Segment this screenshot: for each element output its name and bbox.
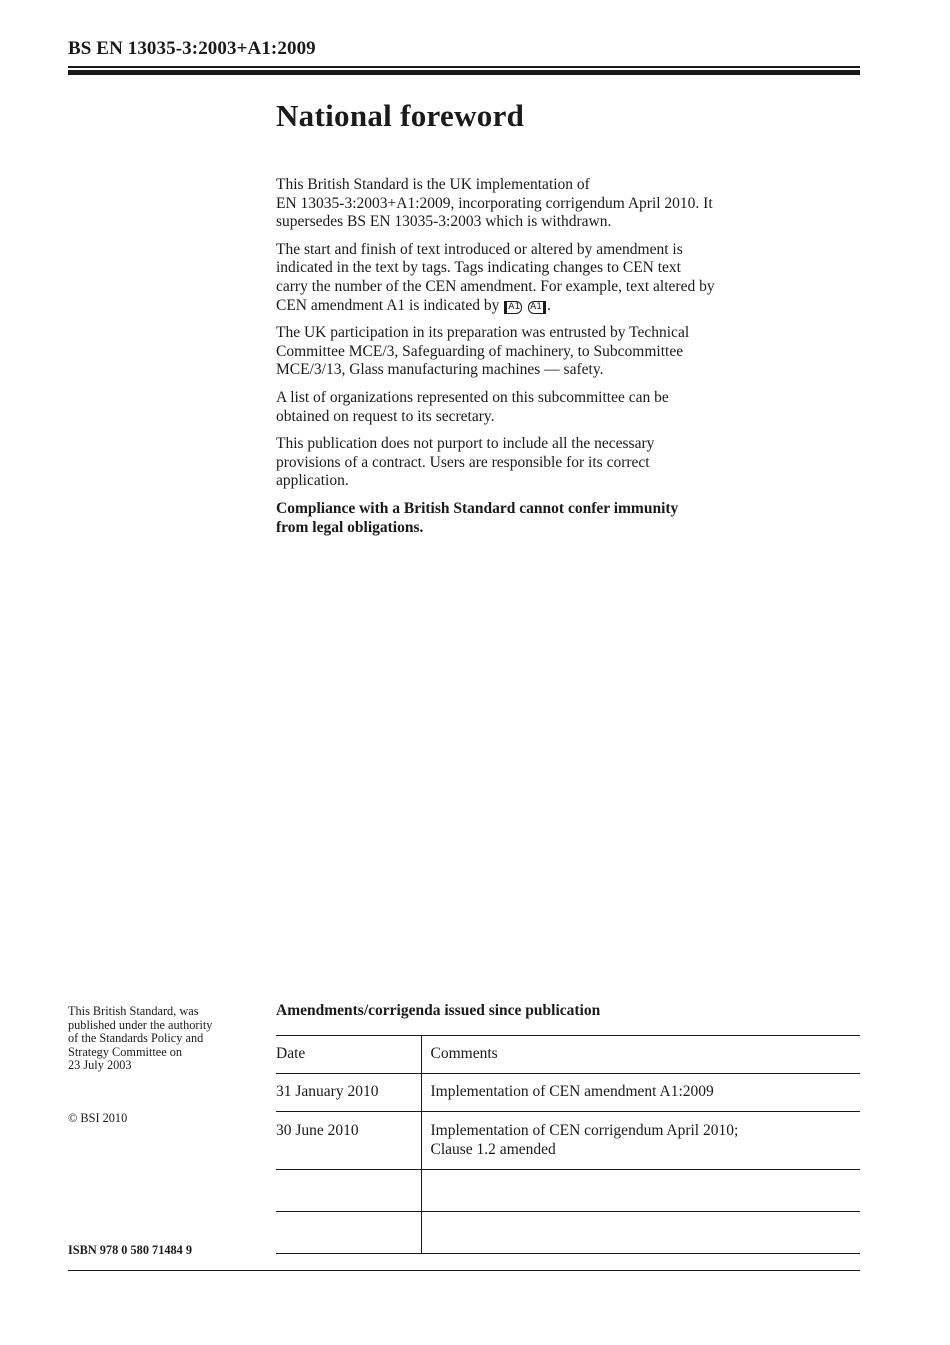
- publication-note: [68, 1005, 263, 1073]
- header-rule-thin: [68, 66, 860, 68]
- paragraph-compliance: [276, 500, 836, 537]
- text-line: of the Standards Policy and: [68, 1031, 204, 1045]
- text-line: indicated in the text by tags. Tags indicating changes to CEN text: [276, 259, 681, 277]
- text-line: supersedes BS EN 13035-3:2003 which is withdrawn.: [276, 213, 612, 231]
- table-row: [276, 1112, 860, 1170]
- paragraph-participation: [276, 324, 836, 380]
- empty-cell: [421, 1170, 860, 1212]
- text-line: This publication does not purport to include all the necessary: [276, 435, 655, 453]
- text-line: Committee MCE/3, Safeguarding of machinery, to Subcommittee: [276, 342, 684, 360]
- empty-cell: [276, 1170, 421, 1212]
- table-row-empty: [276, 1170, 860, 1212]
- text-line: CEN amendment A1 is indicated by: [276, 296, 500, 314]
- paragraph-organizations: [276, 389, 836, 426]
- text-line: provisions of a contract. Users are responsible for its correct: [276, 453, 650, 471]
- amendment-comment: [421, 1112, 860, 1170]
- text-line: The start and finish of text introduced or altered by amendment is: [276, 240, 683, 258]
- amendment-end-tag-icon: A1: [528, 301, 546, 314]
- document-identifier: BS EN 13035-3:2003+A1:2009: [68, 38, 316, 59]
- table-header-row: [276, 1036, 860, 1074]
- text-line: from legal obligations.: [276, 518, 424, 536]
- table-row: [276, 1074, 860, 1112]
- text-line: This British Standard is the UK implementation of: [276, 176, 590, 193]
- text-line: published under the authority: [68, 1017, 213, 1032]
- paragraph-implementation: [276, 176, 836, 232]
- header-rule-thick: [68, 70, 860, 75]
- text-line: This British Standard, was: [68, 1004, 199, 1018]
- paragraph-contract-disclaimer: [276, 435, 836, 491]
- text-line: carry the number of the CEN amendment. For example, text altered by: [276, 277, 715, 295]
- empty-cell: [276, 1212, 421, 1254]
- column-header-date: Date: [276, 1036, 421, 1074]
- text-line: application.: [276, 472, 349, 490]
- page-title: National foreword: [276, 98, 525, 133]
- amendment-date: 30 June 2010: [276, 1112, 421, 1170]
- comment-line: Clause 1.2 amended: [430, 1140, 556, 1158]
- column-header-comments: Comments: [421, 1036, 860, 1074]
- text-line: MCE/3/13, Glass manufacturing machines — safety.: [276, 361, 604, 379]
- table-row-empty: [276, 1212, 860, 1254]
- text-line: EN 13035-3:2003+A1:2009, incorporating corrigendum April 2010. It: [276, 194, 713, 212]
- comment-line: Implementation of CEN corrigendum April 2010;: [430, 1122, 739, 1139]
- text-line: The UK participation in its preparation was entrusted by Technical: [276, 324, 690, 342]
- copyright-notice: © BSI 2010: [68, 1111, 128, 1125]
- foreword-body: [276, 176, 836, 546]
- text-line: A list of organizations represented on this subcommittee can be: [276, 388, 669, 406]
- comment-line: Implementation of CEN amendment A1:2009: [430, 1083, 714, 1100]
- amendments-heading: Amendments/corrigenda issued since publication: [276, 1002, 601, 1019]
- paragraph-amendment-tags: [276, 241, 836, 315]
- text-line: obtained on request to its secretary.: [276, 407, 495, 425]
- text-line: Compliance with a British Standard cannot confer immunity: [276, 499, 679, 517]
- isbn-number: ISBN 978 0 580 71484 9: [68, 1243, 193, 1257]
- text-line: Strategy Committee on: [68, 1044, 183, 1059]
- footer-rule: [68, 1270, 860, 1271]
- amendments-table: [276, 1035, 860, 1254]
- text-punctuation: .: [546, 296, 551, 314]
- amendment-date: 31 January 2010: [276, 1074, 421, 1112]
- amendment-start-tag-icon: A1: [504, 301, 522, 314]
- empty-cell: [421, 1212, 860, 1254]
- amendment-comment: [421, 1074, 860, 1112]
- text-line: 23 July 2003: [68, 1058, 132, 1072]
